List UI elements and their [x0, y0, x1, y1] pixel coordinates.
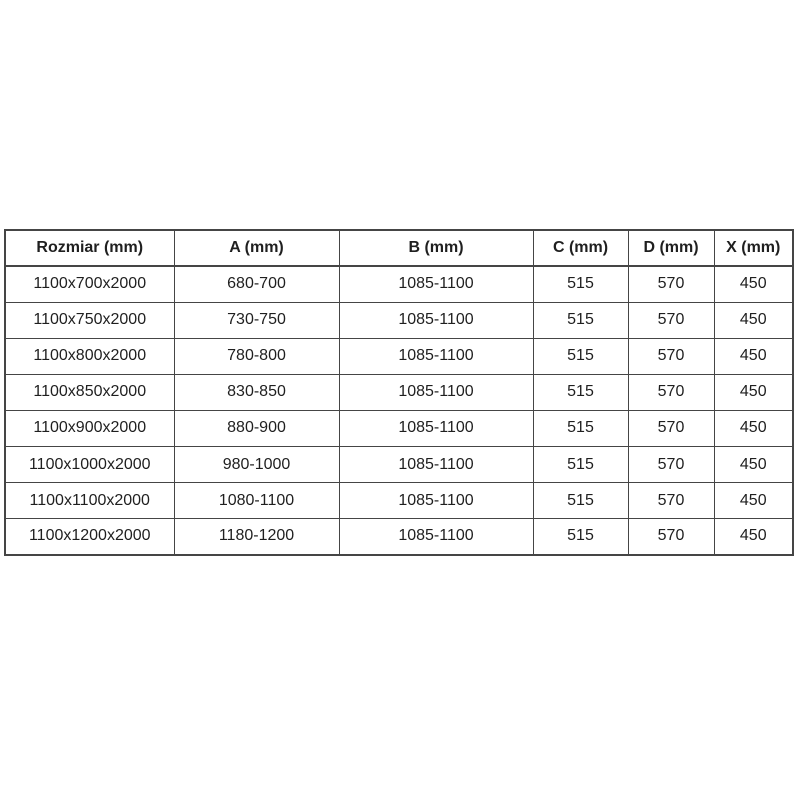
table-row: [5, 374, 793, 410]
table-cell: 1100x700x2000: [5, 266, 174, 302]
table-row: [5, 302, 793, 338]
table-cell: 1085-1100: [339, 519, 533, 555]
table-cell: 1085-1100: [339, 266, 533, 302]
table-cell: 570: [628, 483, 714, 519]
table-cell: 1100x750x2000: [5, 302, 174, 338]
table-row: [5, 266, 793, 302]
table-cell: 515: [533, 338, 628, 374]
table-cell: 1085-1100: [339, 302, 533, 338]
table-cell: 1080-1100: [174, 483, 339, 519]
table-cell: 1100x900x2000: [5, 410, 174, 446]
table-cell: 450: [714, 338, 793, 374]
table-row: [5, 446, 793, 482]
table-cell: 680-700: [174, 266, 339, 302]
table-cell: 1100x800x2000: [5, 338, 174, 374]
column-header-x: X (mm): [714, 230, 793, 266]
table-cell: 570: [628, 374, 714, 410]
table-cell: 1085-1100: [339, 410, 533, 446]
table-cell: 1180-1200: [174, 519, 339, 555]
table-cell: 1085-1100: [339, 338, 533, 374]
table-cell: 730-750: [174, 302, 339, 338]
table-body: [5, 266, 793, 555]
table-cell: 570: [628, 302, 714, 338]
table-row: [5, 483, 793, 519]
table-cell: 570: [628, 338, 714, 374]
size-table: [4, 229, 794, 556]
table-cell: 515: [533, 266, 628, 302]
column-header-b: B (mm): [339, 230, 533, 266]
table-cell: 450: [714, 410, 793, 446]
header-row: [5, 230, 793, 266]
table-cell: 980-1000: [174, 446, 339, 482]
table-cell: 1085-1100: [339, 374, 533, 410]
table-cell: 570: [628, 410, 714, 446]
table-cell: 1100x1000x2000: [5, 446, 174, 482]
table-cell: 450: [714, 374, 793, 410]
table-row: [5, 519, 793, 555]
table-cell: 515: [533, 302, 628, 338]
table-cell: 515: [533, 374, 628, 410]
table-cell: 450: [714, 483, 793, 519]
table-cell: 1100x1100x2000: [5, 483, 174, 519]
table-cell: 1100x850x2000: [5, 374, 174, 410]
table-cell: 515: [533, 410, 628, 446]
table-cell: 515: [533, 483, 628, 519]
table-cell: 570: [628, 519, 714, 555]
table-cell: 450: [714, 519, 793, 555]
table-cell: 1100x1200x2000: [5, 519, 174, 555]
column-header-rozmiar: Rozmiar (mm): [5, 230, 174, 266]
column-header-a: A (mm): [174, 230, 339, 266]
table-cell: 450: [714, 302, 793, 338]
table-cell: 515: [533, 519, 628, 555]
table-cell: 450: [714, 446, 793, 482]
table-cell: 880-900: [174, 410, 339, 446]
column-header-d: D (mm): [628, 230, 714, 266]
table-cell: 830-850: [174, 374, 339, 410]
column-header-c: C (mm): [533, 230, 628, 266]
table-row: [5, 410, 793, 446]
table-cell: 570: [628, 446, 714, 482]
table-row: [5, 338, 793, 374]
table-cell: 1085-1100: [339, 446, 533, 482]
table-cell: 450: [714, 266, 793, 302]
table-cell: 1085-1100: [339, 483, 533, 519]
table-cell: 780-800: [174, 338, 339, 374]
table-cell: 515: [533, 446, 628, 482]
table-cell: 570: [628, 266, 714, 302]
